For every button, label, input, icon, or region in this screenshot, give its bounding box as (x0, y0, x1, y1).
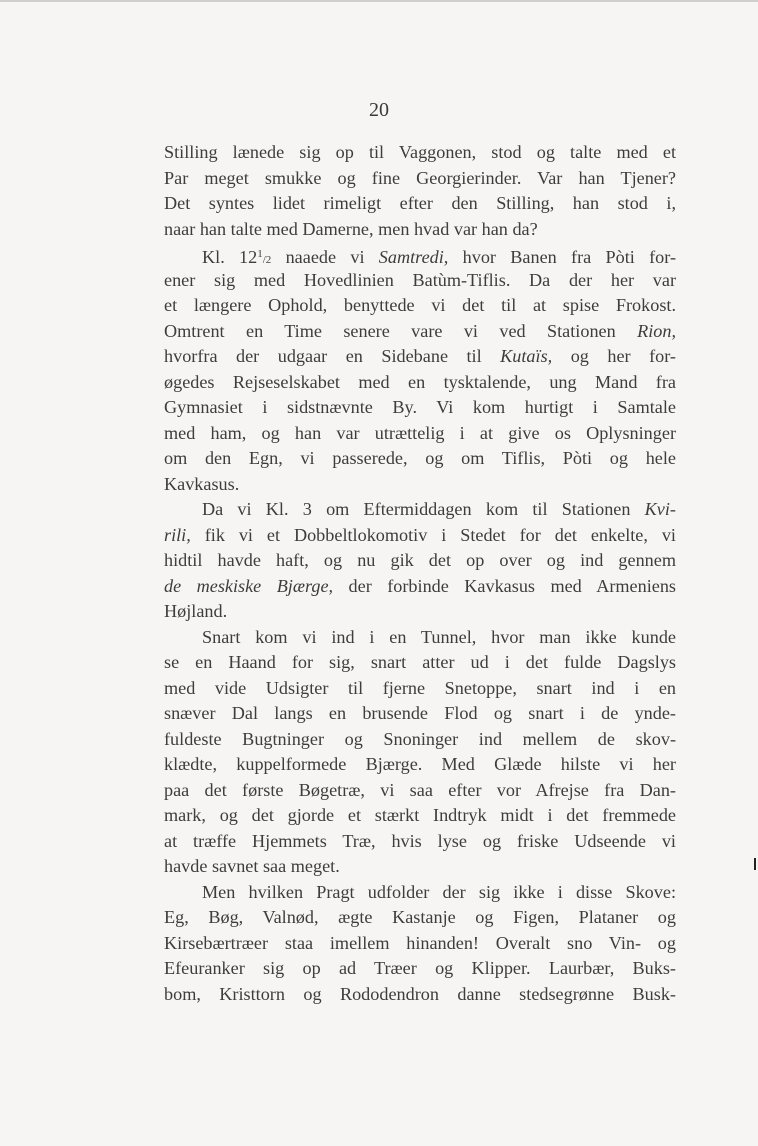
text-line: Kavkasus. (164, 473, 240, 494)
text-line: bom, Kristtorn og Rododendron danne stedsegrønne Busk- (164, 983, 676, 1004)
text-line: Par meget smukke og fine Georgierinder. Var han Tjener? (164, 167, 676, 188)
body-text (164, 140, 676, 1007)
text-line: se en Haand for sig, snart atter ud i det fulde Dagslys (164, 652, 676, 672)
text-line: havde savnet saa meget. (164, 856, 340, 876)
text-run: og her for- (552, 346, 676, 366)
text-line: Højland. (164, 601, 228, 621)
fraction-numerator: 1 (257, 248, 263, 260)
margin-mark (754, 858, 756, 870)
place-name: de meskiske Bjærge, (164, 575, 334, 596)
text-run: hvor Banen fra Pòti for- (448, 247, 677, 267)
place-name: Samtredi, (378, 247, 449, 267)
text-line: Det syntes lidet rimeligt efter den Stilling, han stod i, (164, 193, 676, 213)
text-line (164, 574, 676, 600)
text-line: om den Egn, vi passerede, og om Tiflis, Pòti og hele (164, 448, 676, 468)
text-line: paa det første Bøgetræ, vi saa efter vor Afrejse fra Dan- (164, 779, 676, 800)
text-line: med ham, og han var utrættelig i at give os Oplysninger (164, 422, 676, 443)
place-name: Kutaïs, (500, 346, 553, 366)
text-line: Efeuranker sig op ad Træer og Klipper. Laurbær, Buks- (164, 958, 676, 978)
text-line: ener sig med Hovedlinien Batùm-Tiflis. Da der her var (164, 269, 676, 290)
text-line: Snart kom vi ind i en Tunnel, hvor man ikke kunde (202, 626, 676, 647)
text-run: hvorfra der udgaar en Sidebane til (164, 346, 501, 366)
text-line: klædte, kuppelformede Bjærge. Med Glæde hilste vi her (164, 754, 676, 774)
text-line: et længere Ophold, benyttede vi det til at spise Frokost. (164, 295, 676, 315)
place-name: Rion, (637, 320, 676, 341)
text-line (164, 319, 676, 345)
text-line: mark, og det gjorde et stærkt Indtryk midt i det fremmede (164, 805, 676, 825)
text-run: Da vi Kl. 3 om Eftermiddagen kom til Stationen (202, 499, 645, 519)
text-line: at træffe Hjemmets Træ, hvis lyse og friske Udseende vi (164, 830, 676, 851)
fraction-slash: / (262, 254, 266, 266)
text-line: hidtil havde haft, og nu gik det op over og ind gennem (164, 550, 676, 570)
text-line: med vide Udsigter til fjerne Snetoppe, snart ind i en (164, 677, 676, 698)
text-line (164, 523, 676, 549)
text-line: øgedes Rejseselskabet med en tysktalende, ung Mand fra (164, 371, 676, 392)
text-line: Gymnasiet i sidstnævnte By. Vi kom hurtigt i Samtale (164, 397, 676, 417)
fraction-denominator: 2 (265, 254, 272, 266)
text-line: Kirsebærtræer staa imellem hinanden! Overalt sno Vin- og (164, 932, 676, 953)
text-run: der forbinde Kavkasus med Armeniens (333, 575, 676, 596)
text-line (164, 497, 676, 523)
text-line: Men hvilken Pragt udfolder der sig ikke i disse Skove: (202, 881, 676, 902)
text-run: naaede vi (271, 247, 379, 267)
text-line: fuldeste Bugtninger og Snoninger ind mellem de skov- (164, 728, 676, 749)
place-name: Kvi- (644, 499, 676, 519)
page-number: 20 (369, 99, 389, 121)
text-line: naar han talte med Damerne, men hvad var han da? (164, 218, 538, 239)
text-line (164, 344, 676, 370)
text-line: Eg, Bøg, Valnød, ægte Kastanje og Figen, Plataner og (164, 907, 676, 927)
page-top-edge (0, 0, 758, 2)
place-name: rili, (164, 524, 191, 545)
text-line: Stilling lænede sig op til Vaggonen, stod og talte med et (164, 142, 676, 162)
text-line (164, 242, 676, 268)
text-run: fik vi et Dobbeltlokomotiv i Stedet for det enkelte, vi (190, 524, 676, 545)
text-line: snæver Dal langs en brusende Flod og snart i de ynde- (164, 703, 676, 723)
text-run: Omtrent en Time senere vare vi ved Stationen (164, 320, 638, 341)
text-run: Kl. 12 (202, 247, 258, 267)
